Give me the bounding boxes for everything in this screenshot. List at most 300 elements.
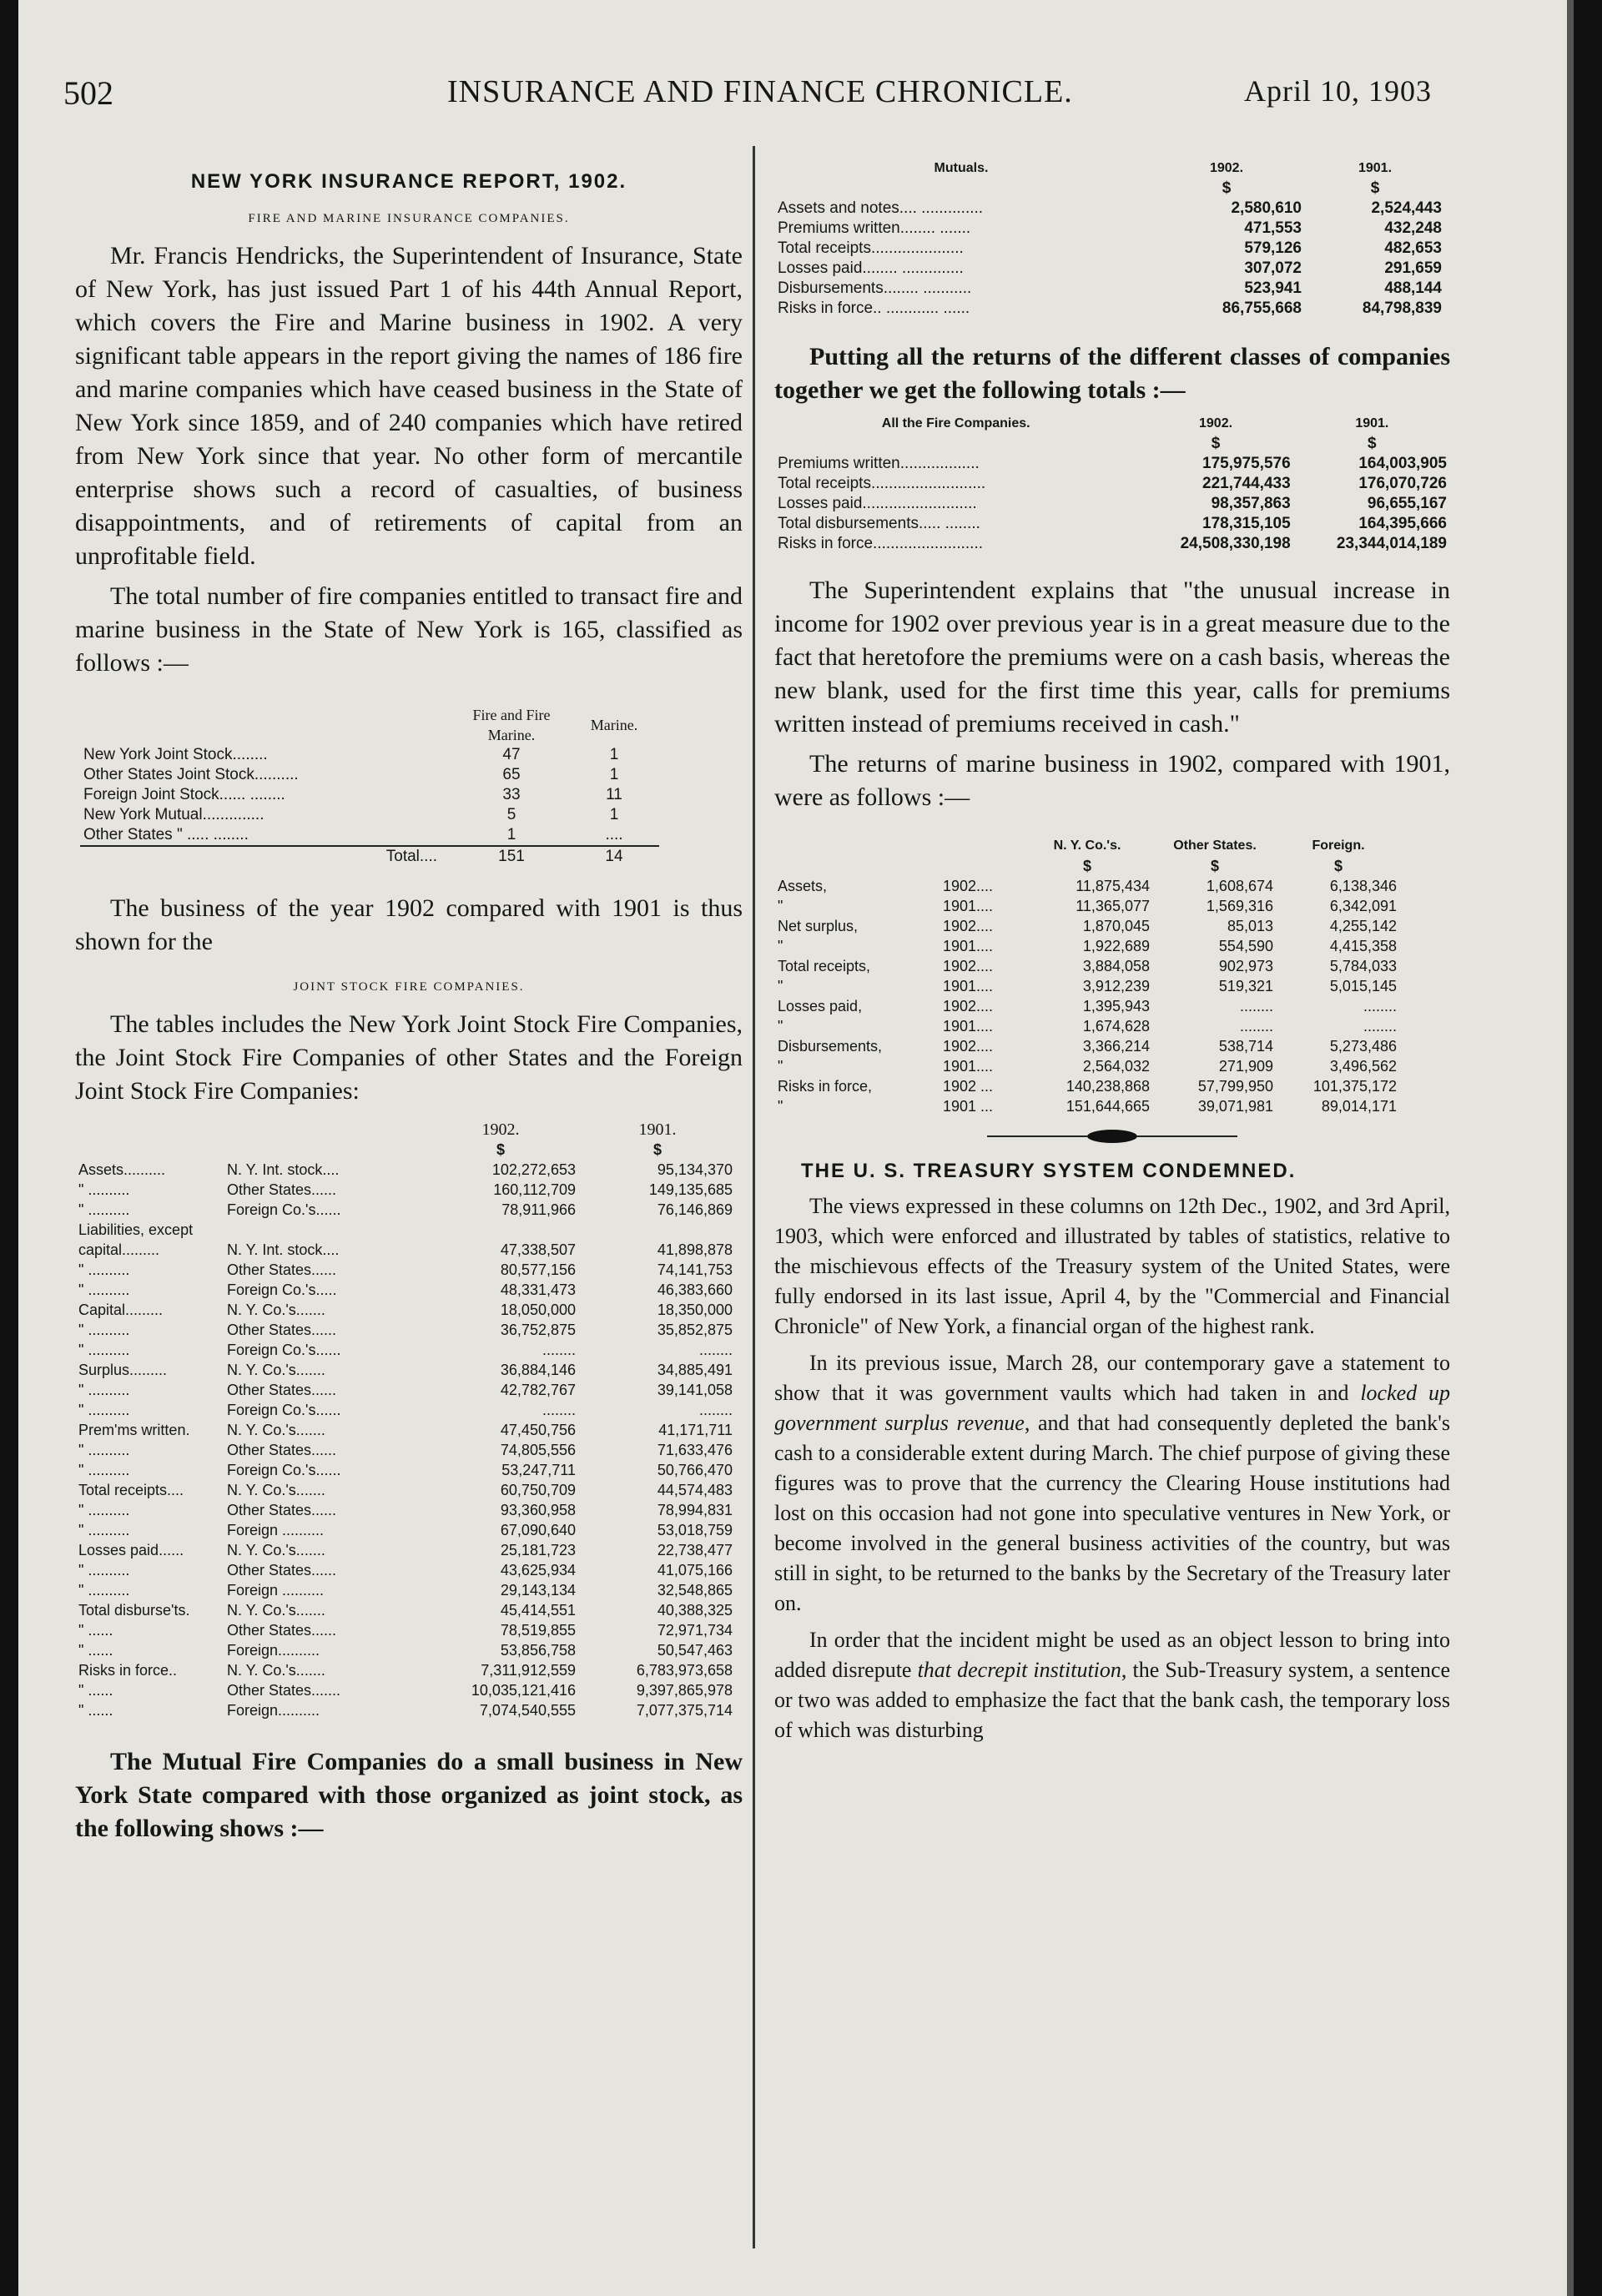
table-cell-label: Disbursements, xyxy=(778,1038,883,1055)
column-header: 1902. xyxy=(1209,161,1244,175)
table-row xyxy=(774,1016,1400,1036)
table-cell-value: 25,181,723 xyxy=(500,1542,576,1558)
table-cell-label: Net surplus, xyxy=(778,918,859,934)
table-cell-value xyxy=(422,1220,579,1240)
table-row xyxy=(75,1560,736,1580)
table-row xyxy=(774,299,1445,319)
table-cell-value: ........ xyxy=(698,1402,733,1418)
text-run: , and that had consequently depleted the bank's cash to a considerable extent during March. The chief purpose of giving these figures was to prove that the currency the Clearing House institutions had lost on this occasion had not gone into speculative ventures in New York, or become involved in the general business activities of the country, but was still in sight, to be returned to the banks by the Secretary of the Treasury later on. xyxy=(774,1411,1450,1615)
section-subhead: JOINT STOCK FIRE COMPANIES. xyxy=(293,980,525,994)
paragraph: Putting all the returns of the different classes of companies together we get the following totals :— xyxy=(774,343,1450,404)
table-cell-value: 7,311,912,559 xyxy=(481,1662,576,1679)
table-cell-value: 164,003,905 xyxy=(1358,455,1447,472)
table-cell-label: " .......... xyxy=(78,1322,130,1338)
table-cell-value: ........ xyxy=(1363,998,1397,1015)
table-row xyxy=(75,1300,736,1320)
table-cell-label: Other States...... xyxy=(227,1382,337,1398)
table-cell-value: 7,077,375,714 xyxy=(636,1702,733,1719)
table-cell-label: " xyxy=(778,1098,783,1115)
table-row xyxy=(75,1260,736,1280)
mutuals-table xyxy=(774,159,1445,319)
issue-date: April 10, 1903 xyxy=(1244,74,1432,108)
table-row xyxy=(774,1076,1400,1096)
column-header: 1902. xyxy=(1199,416,1233,430)
table-cell-label: Assets, xyxy=(778,878,828,894)
classification-table xyxy=(80,705,659,867)
paragraph xyxy=(774,1625,1450,1745)
table-cell-value: 151,644,665 xyxy=(1065,1098,1150,1115)
table-cell-label: New York Mutual.............. xyxy=(83,806,264,823)
mutuals-rows xyxy=(774,199,1445,319)
table-cell-value: 78,911,966 xyxy=(501,1201,576,1218)
table-cell-value: 74,805,556 xyxy=(500,1442,576,1458)
table-row xyxy=(774,534,1450,554)
table-row xyxy=(75,1540,736,1560)
table-cell-value: 85,013 xyxy=(1227,918,1273,934)
table-cell-value: 10,035,121,416 xyxy=(471,1682,576,1699)
table-cell-label: N. Y. Co.'s....... xyxy=(227,1482,325,1498)
ornamental-rule xyxy=(774,1128,1450,1145)
paragraph: The views expressed in these columns on 12th Dec., 1902, and 3rd April, 1903, which were enforced and illustrated by tables of statistics, relative to the mischievous effects of the Treasury system of the United States, were fully endorsed in its last issue, April 4, by the "Commercial and Financial Chronicle" of New York, a financial organ of the highest rank. xyxy=(774,1194,1450,1338)
table-cell-value: 47,338,507 xyxy=(500,1241,576,1258)
table-cell-value: 41,898,878 xyxy=(657,1241,733,1258)
table-cell-value: 482,653 xyxy=(1384,239,1442,257)
table-cell-value: 1 xyxy=(609,806,619,823)
table-cell-value: 36,884,146 xyxy=(500,1362,576,1378)
table-cell-label: 1902.... xyxy=(943,1038,994,1055)
table-row xyxy=(75,1380,736,1400)
table-row xyxy=(774,976,1400,996)
table-row xyxy=(75,1680,736,1700)
table-cell-label: 1901.... xyxy=(943,898,994,914)
table-row xyxy=(75,1500,736,1520)
table-row xyxy=(75,1420,736,1440)
table-cell-value: 271,909 xyxy=(1218,1058,1273,1075)
table-row xyxy=(774,916,1400,936)
table-row xyxy=(774,239,1445,259)
table-cell-label: Losses paid, xyxy=(778,998,863,1015)
table-cell-value: 2,524,443 xyxy=(1371,199,1442,217)
table-cell-value: ........ xyxy=(698,1342,733,1358)
table-cell-label: " .......... xyxy=(78,1281,130,1298)
table-cell-label: " ...... xyxy=(78,1682,113,1699)
table-cell-label: N. Y. Co.'s....... xyxy=(227,1602,325,1619)
table-cell-label: Premiums written.................. xyxy=(778,455,980,472)
table-cell-value: 11,365,077 xyxy=(1076,898,1150,914)
table-cell-label: Total disbursements..... ........ xyxy=(778,515,980,532)
table-cell-label: Foreign .......... xyxy=(227,1582,325,1599)
table-cell-label: Risks in force.. ............ ...... xyxy=(778,300,970,317)
table-cell-value: 74,141,753 xyxy=(657,1261,733,1278)
table-cell-value: 78,519,855 xyxy=(500,1622,576,1639)
table-cell-label: Surplus......... xyxy=(78,1362,168,1378)
table-cell-value: 3,884,058 xyxy=(1082,958,1150,974)
table-cell-label: Other States...... xyxy=(227,1261,337,1278)
marine-rows xyxy=(774,876,1400,1116)
table-cell-value: 33 xyxy=(502,786,521,803)
column-header: Mutuals. xyxy=(934,161,989,175)
table-row xyxy=(75,1660,736,1680)
column-header: 1901. xyxy=(1355,416,1389,430)
table-cell-value: 9,397,865,978 xyxy=(636,1682,733,1699)
table-cell-value: 53,018,759 xyxy=(657,1522,733,1538)
currency-sign: $ xyxy=(1368,435,1377,452)
table-cell-value: 11,875,434 xyxy=(1076,878,1150,894)
table-cell-label: Risks in force, xyxy=(778,1078,873,1095)
table-row xyxy=(75,1160,736,1180)
table-row xyxy=(774,514,1450,534)
table-cell-value: 60,750,709 xyxy=(500,1482,576,1498)
table-cell-label: Other States....... xyxy=(227,1682,341,1699)
total-value: 14 xyxy=(569,846,659,867)
table-cell-value: 39,141,058 xyxy=(657,1382,733,1398)
table-cell-label: Other States...... xyxy=(227,1322,337,1338)
table-cell-label: capital......... xyxy=(78,1241,160,1258)
table-cell-value: 11 xyxy=(606,786,622,803)
italic-text: locked up government surplus revenue xyxy=(774,1381,1451,1435)
table-cell-value: ........ xyxy=(542,1342,576,1358)
table-row xyxy=(774,1096,1400,1116)
table-cell-value: 554,590 xyxy=(1218,938,1273,954)
currency-sign: $ xyxy=(1222,179,1232,197)
table-cell-value: 1 xyxy=(609,746,619,763)
table-cell-label: " xyxy=(778,938,783,954)
total-label: Total.... xyxy=(80,846,454,867)
table-cell-value: 46,383,660 xyxy=(657,1281,733,1298)
table-cell-value: 519,321 xyxy=(1218,978,1273,994)
table-cell-label: Premiums written........ ....... xyxy=(778,219,971,237)
table-row xyxy=(75,1340,736,1360)
table-cell-label: " .......... xyxy=(78,1582,130,1599)
table-cell-value: 102,272,653 xyxy=(491,1161,576,1178)
table-cell-value: 6,138,346 xyxy=(1329,878,1397,894)
table-cell-value: ........ xyxy=(542,1402,576,1418)
table-cell-label: Other States...... xyxy=(227,1562,337,1578)
table-cell-value: 40,388,325 xyxy=(657,1602,733,1619)
table-cell-value: 3,912,239 xyxy=(1082,978,1150,994)
table-cell-label: " ...... xyxy=(78,1622,113,1639)
table-cell-value: 44,574,483 xyxy=(657,1482,733,1498)
scan-border-right xyxy=(1574,0,1602,2296)
table-cell-value: 80,577,156 xyxy=(500,1261,576,1278)
table-cell-value: ........ xyxy=(1239,1018,1273,1035)
table-row xyxy=(75,1700,736,1720)
table-cell-label: " .......... xyxy=(78,1342,130,1358)
table-cell-value: 5,015,145 xyxy=(1329,978,1397,994)
table-cell-value: 307,072 xyxy=(1244,259,1302,277)
table-cell-value: ........ xyxy=(1239,998,1273,1015)
text-run: In order that the incident might be used as an object lesson to bring into added disrepute xyxy=(774,1628,1450,1682)
table-cell-label: " .......... xyxy=(78,1201,130,1218)
table-cell-value: 1 xyxy=(506,826,516,843)
table-cell-value: 1,674,628 xyxy=(1082,1018,1150,1035)
table-cell-label: Foreign Co.'s..... xyxy=(227,1281,337,1298)
table-cell-value: 175,975,576 xyxy=(1202,455,1291,472)
rule-ornament xyxy=(1087,1130,1137,1143)
table-cell-value: 101,375,172 xyxy=(1312,1078,1397,1095)
paragraph: The total number of fire companies entitled to transact fire and marine business in the State of New York is 165, classified as follows :— xyxy=(75,582,743,677)
journal-title: INSURANCE AND FINANCE CHRONICLE. xyxy=(447,74,1073,109)
table-cell-label: Other States...... xyxy=(227,1181,337,1198)
table-cell-label: " ...... xyxy=(78,1642,113,1659)
joint-stock-table xyxy=(75,1120,736,1720)
paragraph: Mr. Francis Hendricks, the Superintendent of Insurance, State of New York, has just issued Part 1 of his 44th Annual Report, which covers the Fire and Marine business in 1902. A very significant table appears in the report giving the names of 186 fire and marine companies which have ceased business in the State of New York since 1859, and of 240 companies which have retired from New York since that year. No other form of mercantile enterprise shows such a record of casualties, of business disappointments, and of retirements of capital from an unprofitable field. xyxy=(75,242,743,570)
table-cell-value: 45,414,551 xyxy=(500,1602,576,1619)
table-cell-label: Total receipts.......................... xyxy=(778,475,986,492)
table-cell-value: 2,564,032 xyxy=(1082,1058,1150,1075)
table-cell-label: 1901.... xyxy=(943,978,994,994)
column-header: N. Y. Co.'s. xyxy=(1053,838,1121,853)
table-row xyxy=(75,1320,736,1340)
currency-sign: $ xyxy=(1082,858,1091,874)
table-cell-label: Losses paid........ .............. xyxy=(778,259,964,277)
table-row xyxy=(75,1480,736,1500)
currency-sign: $ xyxy=(496,1141,505,1158)
left-column xyxy=(75,159,743,1852)
column-header: 1901. xyxy=(638,1120,677,1139)
column-header: Fire and Fire Marine. xyxy=(472,707,551,743)
article-title: THE U. S. TREASURY SYSTEM CONDEMNED. xyxy=(801,1160,1297,1182)
paragraph: The business of the year 1902 compared with 1901 is thus shown for the xyxy=(75,894,743,955)
table-row xyxy=(774,896,1400,916)
table-cell-value: 50,547,463 xyxy=(657,1642,733,1659)
classification-rows xyxy=(80,745,659,846)
table-cell-value: 221,744,433 xyxy=(1202,475,1291,492)
table-cell-value: 18,350,000 xyxy=(657,1302,733,1318)
right-column xyxy=(774,159,1450,1752)
table-cell-value: 4,415,358 xyxy=(1329,938,1397,954)
table-cell-label: N. Y. Co.'s....... xyxy=(227,1362,325,1378)
table-cell-label: N. Y. Int. stock.... xyxy=(227,1161,340,1178)
table-row xyxy=(80,825,659,846)
table-cell-label: 1902.... xyxy=(943,878,994,894)
table-row xyxy=(774,1056,1400,1076)
table-row-total xyxy=(80,846,659,867)
table-cell-value: 1,608,674 xyxy=(1206,878,1273,894)
table-row xyxy=(80,745,659,765)
table-cell-value: 47 xyxy=(502,746,521,763)
table-cell-value: 24,508,330,198 xyxy=(1180,535,1291,552)
table-row xyxy=(774,219,1445,239)
all-fire-table xyxy=(774,414,1450,554)
table-cell-value: 71,633,476 xyxy=(657,1442,733,1458)
table-cell-value: 18,050,000 xyxy=(500,1302,576,1318)
table-cell-label xyxy=(224,1220,422,1240)
table-cell-value: 47,450,756 xyxy=(500,1422,576,1438)
table-cell-label: 1901.... xyxy=(943,938,994,954)
table-cell-label: N. Y. Co.'s....... xyxy=(227,1662,325,1679)
table-cell-value: 160,112,709 xyxy=(493,1181,576,1198)
table-cell-label: Risks in force.. xyxy=(78,1662,178,1679)
table-cell-label: Foreign Co.'s...... xyxy=(227,1402,341,1418)
table-cell-value: 29,143,134 xyxy=(500,1582,576,1599)
paragraph xyxy=(774,1348,1450,1619)
table-cell-value: 523,941 xyxy=(1244,279,1302,297)
table-cell-label: Capital......... xyxy=(78,1302,164,1318)
table-cell-value: 3,496,562 xyxy=(1329,1058,1397,1075)
table-cell-value: ........ xyxy=(1363,1018,1397,1035)
table-cell-label: Risks in force......................... xyxy=(778,535,983,552)
table-cell-label: " .......... xyxy=(78,1522,130,1538)
currency-sign: $ xyxy=(652,1141,662,1158)
paragraph: The Superintendent explains that "the unusual increase in income for 1902 over previous year is in a great measure due to the fact that heretofore the premiums were on a cash basis, whereas the new blank, used for the first time this year, calls for premiums written instead of premiums received in cash." xyxy=(774,577,1450,738)
table-cell-label: Total receipts..................... xyxy=(778,239,964,257)
table-row xyxy=(75,1640,736,1660)
table-row xyxy=(75,1240,736,1260)
table-cell-value: 43,625,934 xyxy=(500,1562,576,1578)
table-cell-label: 1901.... xyxy=(943,1018,994,1035)
table-cell-value: 4,255,142 xyxy=(1329,918,1397,934)
table-cell-label: Other States...... xyxy=(227,1622,337,1639)
table-cell-label: " xyxy=(778,978,783,994)
column-header: 1901. xyxy=(1358,161,1393,175)
table-row xyxy=(75,1220,736,1240)
table-cell-value: 488,144 xyxy=(1384,279,1442,297)
scan-shadow-right xyxy=(1567,0,1574,2296)
table-row xyxy=(774,494,1450,514)
table-cell-label: Foreign.......... xyxy=(227,1702,320,1719)
column-header: Marine. xyxy=(590,717,638,733)
table-row xyxy=(774,876,1400,896)
table-cell-value: 538,714 xyxy=(1218,1038,1273,1055)
table-cell-label: Liabilities, except xyxy=(78,1221,194,1238)
text-run: In its previous issue, March 28, our contemporary gave a statement to show that it was government vaults which had taken in and xyxy=(774,1351,1450,1405)
column-header: All the Fire Companies. xyxy=(881,416,1030,430)
table-cell-value: 291,659 xyxy=(1384,259,1442,277)
table-cell-value: 93,360,958 xyxy=(500,1502,576,1518)
table-cell-label: 1901 ... xyxy=(943,1098,994,1115)
table-cell-value: 22,738,477 xyxy=(657,1542,733,1558)
table-cell-label: " .......... xyxy=(78,1402,130,1418)
table-cell-label: " .......... xyxy=(78,1382,130,1398)
table-row xyxy=(75,1200,736,1220)
table-row xyxy=(75,1620,736,1640)
table-row xyxy=(75,1280,736,1300)
table-cell-label: N. Y. Co.'s....... xyxy=(227,1422,325,1438)
table-cell-label: " .......... xyxy=(78,1562,130,1578)
table-cell-label: " xyxy=(778,898,783,914)
table-cell-value: 39,071,981 xyxy=(1197,1098,1273,1115)
table-row xyxy=(774,199,1445,219)
table-row xyxy=(80,785,659,805)
all-fire-rows xyxy=(774,454,1450,554)
table-cell-value: 41,171,711 xyxy=(658,1422,733,1438)
table-cell-value: 36,752,875 xyxy=(500,1322,576,1338)
table-cell-value xyxy=(579,1220,736,1240)
table-cell-label: 1901.... xyxy=(943,1058,994,1075)
table-cell-value: 178,315,105 xyxy=(1202,515,1291,532)
table-row xyxy=(80,805,659,825)
table-cell-value: 65 xyxy=(502,766,521,783)
total-value: 151 xyxy=(454,846,569,867)
table-cell-value: 78,994,831 xyxy=(657,1502,733,1518)
table-cell-value: 35,852,875 xyxy=(657,1322,733,1338)
table-cell-label: Foreign Co.'s...... xyxy=(227,1342,341,1358)
table-row xyxy=(75,1180,736,1200)
table-row xyxy=(774,956,1400,976)
table-cell-value: 5 xyxy=(506,806,516,823)
table-row xyxy=(80,765,659,785)
currency-sign: $ xyxy=(1210,858,1219,874)
table-cell-value: 50,766,470 xyxy=(657,1462,733,1478)
table-cell-label: Foreign Joint Stock...... ........ xyxy=(83,786,285,803)
table-cell-value: 1,569,316 xyxy=(1206,898,1273,914)
currency-sign: $ xyxy=(1211,435,1221,452)
table-cell-value: 432,248 xyxy=(1384,219,1442,237)
table-cell-label: Other States...... xyxy=(227,1502,337,1518)
table-cell-value: .... xyxy=(605,826,623,843)
table-cell-value: 6,342,091 xyxy=(1329,898,1397,914)
column-header: 1902. xyxy=(481,1120,520,1139)
table-row xyxy=(75,1400,736,1420)
table-cell-value: 48,331,473 xyxy=(500,1281,576,1298)
table-cell-value: 32,548,865 xyxy=(657,1582,733,1599)
table-cell-value: 53,247,711 xyxy=(501,1462,576,1478)
table-cell-label: Other States " ..... ........ xyxy=(83,826,249,843)
table-cell-label: " xyxy=(778,1058,783,1075)
table-row xyxy=(774,1036,1400,1056)
column-header: Foreign. xyxy=(1312,838,1365,853)
table-cell-value: 1,922,689 xyxy=(1082,938,1150,954)
table-cell-value: 1 xyxy=(609,766,619,783)
table-cell-value: 5,784,033 xyxy=(1329,958,1397,974)
column-header: Other States. xyxy=(1173,838,1257,853)
table-cell-label: 1902.... xyxy=(943,958,994,974)
table-cell-label: " .......... xyxy=(78,1462,130,1478)
table-cell-label: " .......... xyxy=(78,1502,130,1518)
table-cell-value: 471,553 xyxy=(1244,219,1302,237)
paragraph: The tables includes the New York Joint Stock Fire Companies, the Joint Stock Fire Companies of other States and the Foreign Joint Stock Fire Companies: xyxy=(75,1010,743,1105)
table-cell-label: Total receipts.... xyxy=(78,1482,184,1498)
table-cell-label: N. Y. Int. stock.... xyxy=(227,1241,340,1258)
table-row xyxy=(774,454,1450,474)
table-cell-value: 41,075,166 xyxy=(657,1562,733,1578)
table-cell-value: 5,273,486 xyxy=(1329,1038,1397,1055)
table-cell-value: 86,755,668 xyxy=(1222,300,1302,317)
table-cell-label: Total receipts, xyxy=(778,958,871,974)
table-cell-label: " xyxy=(778,1018,783,1035)
currency-sign: $ xyxy=(1333,858,1343,874)
table-cell-value: 95,134,370 xyxy=(657,1161,733,1178)
table-cell-label: Foreign Co.'s...... xyxy=(227,1201,341,1218)
table-cell-label: Total disburse'ts. xyxy=(78,1602,190,1619)
table-cell-value: 902,973 xyxy=(1218,958,1273,974)
table-row xyxy=(75,1580,736,1600)
table-cell-value: 2,580,610 xyxy=(1231,199,1302,217)
table-cell-value: 53,856,758 xyxy=(500,1642,576,1659)
table-cell-label: N. Y. Co.'s....... xyxy=(227,1302,325,1318)
table-cell-value: 89,014,171 xyxy=(1321,1098,1397,1115)
table-cell-value: 1,395,943 xyxy=(1082,998,1150,1015)
table-cell-label: Other States...... xyxy=(227,1442,337,1458)
table-cell-value: 34,885,491 xyxy=(657,1362,733,1378)
table-cell-value: 67,090,640 xyxy=(500,1522,576,1538)
table-cell-value: 84,798,839 xyxy=(1362,300,1442,317)
table-cell-label: 1902 ... xyxy=(943,1078,994,1095)
table-cell-label: 1902.... xyxy=(943,918,994,934)
column-divider xyxy=(753,146,755,2248)
table-cell-value: 96,655,167 xyxy=(1367,495,1447,512)
table-row xyxy=(75,1460,736,1480)
table-cell-label: N. Y. Co.'s....... xyxy=(227,1542,325,1558)
table-cell-value: 42,782,767 xyxy=(500,1382,576,1398)
table-cell-value: 149,135,685 xyxy=(648,1181,733,1198)
table-cell-value: 579,126 xyxy=(1244,239,1302,257)
table-row xyxy=(774,996,1400,1016)
table-cell-value: 6,783,973,658 xyxy=(636,1662,733,1679)
table-cell-label: Foreign Co.'s...... xyxy=(227,1462,341,1478)
table-row xyxy=(774,474,1450,494)
